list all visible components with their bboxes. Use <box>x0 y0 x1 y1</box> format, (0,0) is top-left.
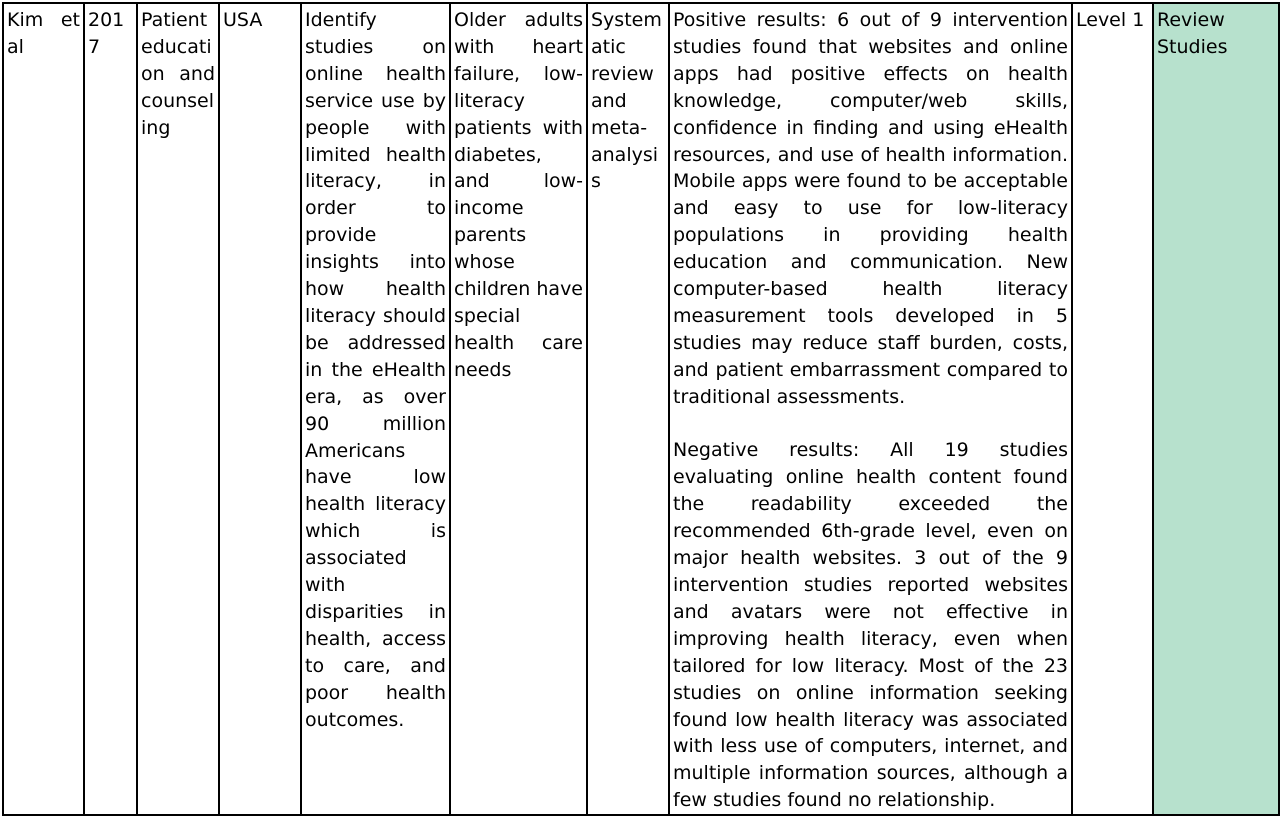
author-cell <box>3 3 84 815</box>
category-cell <box>1153 3 1279 815</box>
aim-cell <box>301 3 450 815</box>
year-text: 2017 <box>88 9 125 58</box>
population-text: Older adults with heart failure, low-literacy patients with diabetes, and low-income parents whose children have special health care needs <box>454 9 583 381</box>
category-text: Review Studies <box>1157 9 1228 58</box>
design-text: Systematic review and meta-analysis <box>591 9 662 193</box>
results-cell <box>669 3 1072 815</box>
evidence-level-text: Level 1 <box>1076 9 1145 31</box>
population-cell <box>450 3 587 815</box>
design-cell <box>587 3 669 815</box>
country-text: USA <box>223 9 263 31</box>
aim-text: Identify studies on online health service use by people with limited health literacy, in order to provide insights into how health literacy should be addressed in the eHealth era, as over 90 million Americans have low health literacy which is associated with disparities in health, access to care, and poor health outcomes. <box>305 9 446 731</box>
paragraph-spacer <box>673 411 1068 438</box>
table-row <box>3 3 1279 815</box>
intervention-cell <box>137 3 219 815</box>
year-cell <box>84 3 137 815</box>
results-negative-paragraph: Negative results: All 19 studies evaluating online health content found the readability exceeded the recommended 6th-grade level, even on major health websites. 3 out of the 9 intervention studies reported websites and avatars were not effective in improving health literacy, even when tailored for low literacy. Most of the 23 studies on online information seeking found low health literacy was associated with less use of computers, internet, and multiple information sources, although a few studies found no relationship. <box>673 439 1068 812</box>
intervention-text: Patient education and counseling <box>141 9 215 139</box>
results-positive-paragraph: Positive results: 6 out of 9 intervention studies found that websites and online apps had positive effects on health knowledge, computer/web skills, confidence in finding and using eHealth resources, and use of health information. Mobile apps were found to be acceptable and easy to use for low-literacy populations in providing health education and communication. New computer-based health literacy measurement tools developed in 5 studies may reduce staff burden, costs, and patient embarrassment compared to traditional assessments. <box>673 9 1068 408</box>
evidence-level-cell <box>1072 3 1153 815</box>
evidence-table <box>2 2 1280 816</box>
author-text: Kim et al <box>7 9 80 58</box>
country-cell <box>219 3 301 815</box>
